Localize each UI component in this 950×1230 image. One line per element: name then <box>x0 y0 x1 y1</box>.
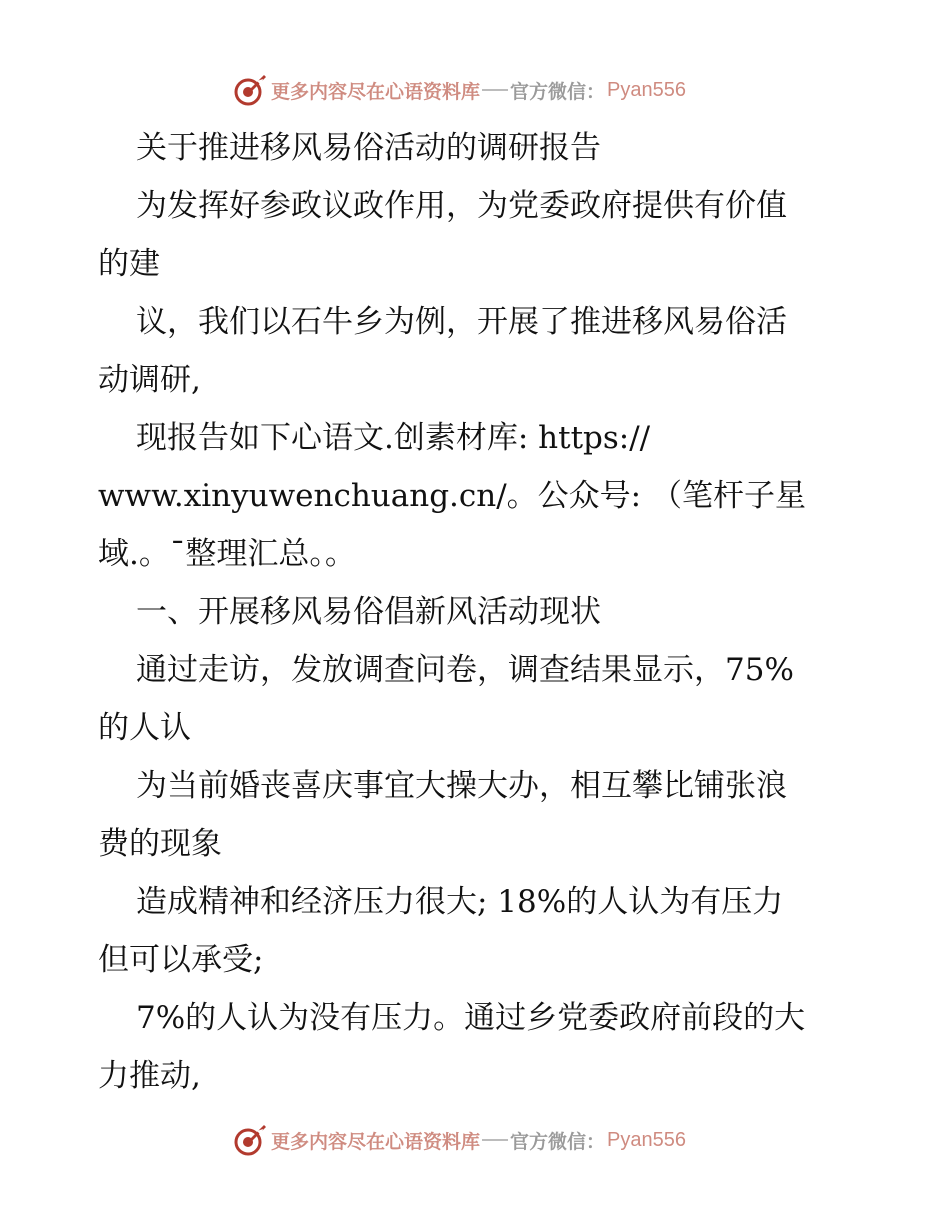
watermark-wechat-id: Pyan556 <box>607 1128 686 1151</box>
header-watermark <box>233 72 686 108</box>
document-title: 关于推进移风易俗活动的调研报告 <box>136 130 601 166</box>
paragraph-line: 的人认 <box>98 710 191 746</box>
paragraph-line: 为发挥好参政议政作用，为党委政府提供有价值 <box>136 188 787 224</box>
paragraph-line: 力推动, <box>98 1058 201 1094</box>
watermark-wechat-id: Pyan556 <box>607 78 686 101</box>
paragraph-line: 域.。¯整理汇总。。 <box>98 536 356 572</box>
paragraph-line: 7%的人认为没有压力。通过乡党委政府前段的大 <box>136 1000 806 1036</box>
watermark-wechat-label: 官方微信： <box>510 1130 606 1153</box>
watermark-divider <box>482 89 508 91</box>
watermark-text: 更多内容尽在心语资料库 <box>271 1130 481 1153</box>
footer-watermark <box>233 1122 686 1158</box>
watermark-divider <box>482 1139 508 1141</box>
paragraph-line: 费的现象 <box>98 826 222 862</box>
paragraph-line: www.xinyuwenchuang.cn/。公众号: （笔杆子星 <box>98 478 806 514</box>
paragraph-line: 通过走访，发放调查问卷，调查结果显示，75% <box>136 652 794 688</box>
quill-logo-icon <box>233 1123 267 1157</box>
paragraph-line: 的建 <box>98 246 160 282</box>
paragraph-line: 现报告如下心语文.创素材库: https:// <box>136 420 651 456</box>
section-heading: 一、开展移风易俗倡新风活动现状 <box>136 594 601 630</box>
paragraph-line: 为当前婚丧喜庆事宜大操大办，相互攀比铺张浪 <box>136 768 787 804</box>
paragraph-line: 议，我们以石牛乡为例，开展了推进移风易俗活 <box>136 304 787 340</box>
quill-logo-icon <box>233 73 267 107</box>
watermark-wechat-label: 官方微信： <box>510 80 606 103</box>
paragraph-line: 造成精神和经济压力很大; 18%的人认为有压力 <box>136 884 784 920</box>
paragraph-line: 但可以承受; <box>98 942 264 978</box>
watermark-text: 更多内容尽在心语资料库 <box>271 80 481 103</box>
paragraph-line: 动调研, <box>98 362 201 398</box>
